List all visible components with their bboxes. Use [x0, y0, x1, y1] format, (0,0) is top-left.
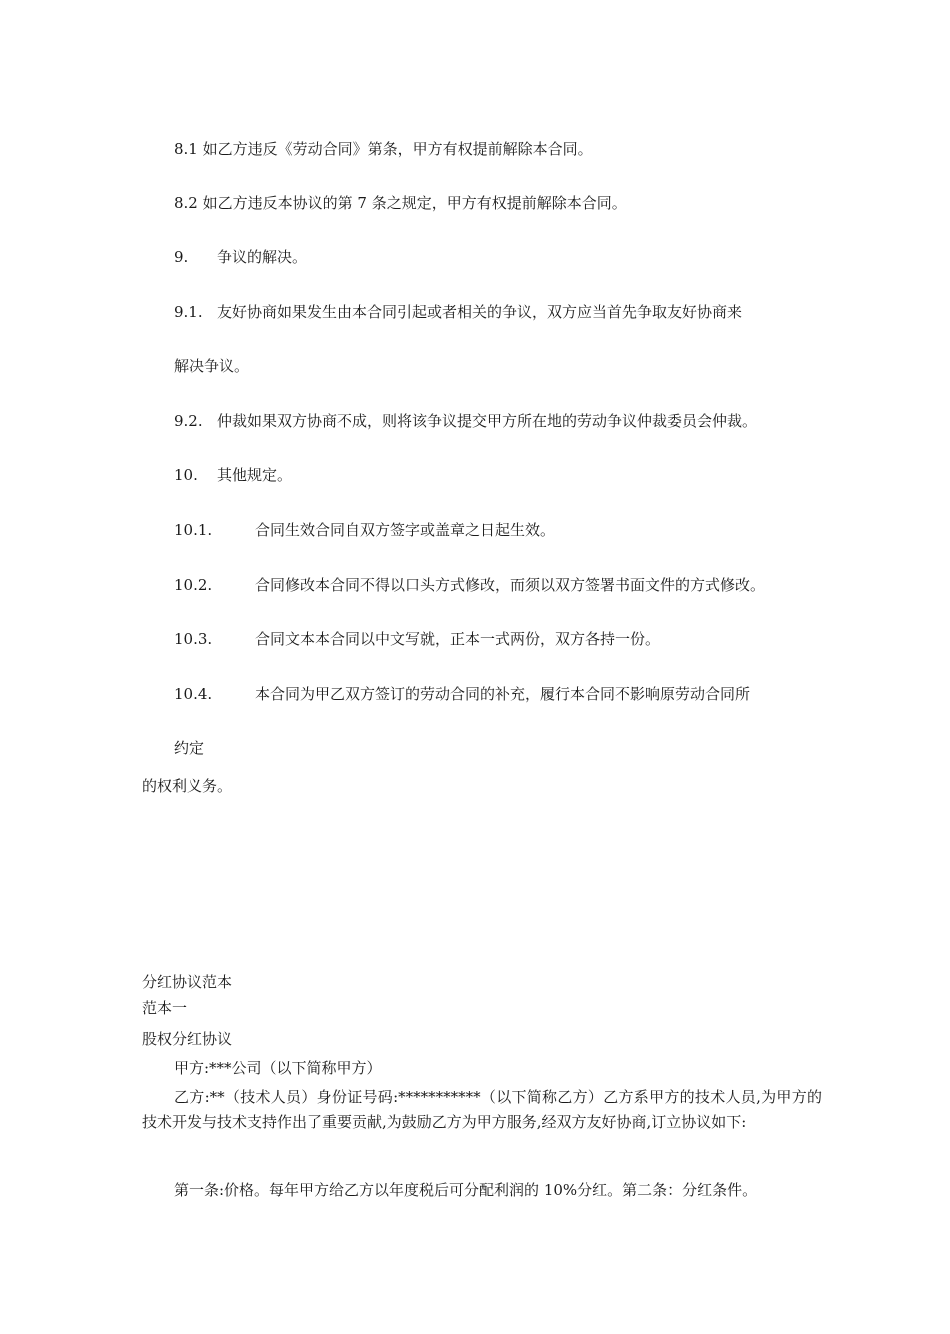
- heading-10-number: 10.: [174, 466, 198, 484]
- article-1-line: 第一条:价格。每年甲方给乙方以年度税后可分配利润的 10%分红。第二条：分红条件。: [174, 1181, 758, 1199]
- clause-9-1-continuation: 解决争议。: [174, 357, 250, 375]
- clause-9-1-number: 9.1.: [174, 303, 203, 321]
- clause-10-4-continuation-1: 约定: [174, 739, 205, 757]
- clause-8-2: 8.2 如乙方违反本协议的第 7 条之规定，甲方有权提前解除本合同。: [174, 194, 627, 212]
- heading-9-number: 9.: [174, 248, 189, 266]
- party-a-line: 甲方:***公司（以下简称甲方）: [174, 1059, 382, 1077]
- party-b-paragraph: 乙方:**（技术人员）身份证号码:***********（以下简称乙方）乙方系甲方的技术人员,为甲方的技术开发与技术支持作出了重要贡献,为鼓励乙方为甲方服务,经双方友好协商,订立协议如下:: [142, 1088, 822, 1131]
- heading-10-text: 其他规定。: [217, 466, 293, 484]
- clause-9-2-text: 仲裁如果双方协商不成，则将该争议提交甲方所在地的劳动争议仲裁委员会仲裁。: [217, 412, 758, 430]
- clause-10-3-text: 合同文本本合同以中文写就，正本一式两份，双方各持一份。: [255, 630, 661, 648]
- clause-10-4-text: 本合同为甲乙双方签订的劳动合同的补充，履行本合同不影响原劳动合同所: [255, 685, 751, 703]
- clause-10-1-text: 合同生效合同自双方签字或盖章之日起生效。: [255, 521, 556, 539]
- clause-10-3-number: 10.3.: [174, 630, 213, 648]
- heading-9-text: 争议的解决。: [217, 248, 308, 266]
- clause-10-4-continuation-2: 的权利义务。: [142, 777, 233, 795]
- clause-9-2-number: 9.2.: [174, 412, 203, 430]
- clause-10-4-number: 10.4.: [174, 685, 213, 703]
- clause-10-1-number: 10.1.: [174, 521, 213, 539]
- clause-8-1: 8.1 如乙方违反《劳动合同》第条，甲方有权提前解除本合同。: [174, 140, 593, 158]
- doc-subtitle-template-one: 范本一: [142, 999, 188, 1017]
- clause-10-2-text: 合同修改本合同不得以口头方式修改，而须以双方签署书面文件的方式修改。: [255, 576, 766, 594]
- doc-title-equity-dividend-agreement: 股权分红协议: [142, 1030, 233, 1048]
- clause-9-1-text: 友好协商如果发生由本合同引起或者相关的争议，双方应当首先争取友好协商来: [217, 303, 743, 321]
- doc-title-dividend-template: 分红协议范本: [142, 973, 233, 991]
- clause-10-2-number: 10.2.: [174, 576, 213, 594]
